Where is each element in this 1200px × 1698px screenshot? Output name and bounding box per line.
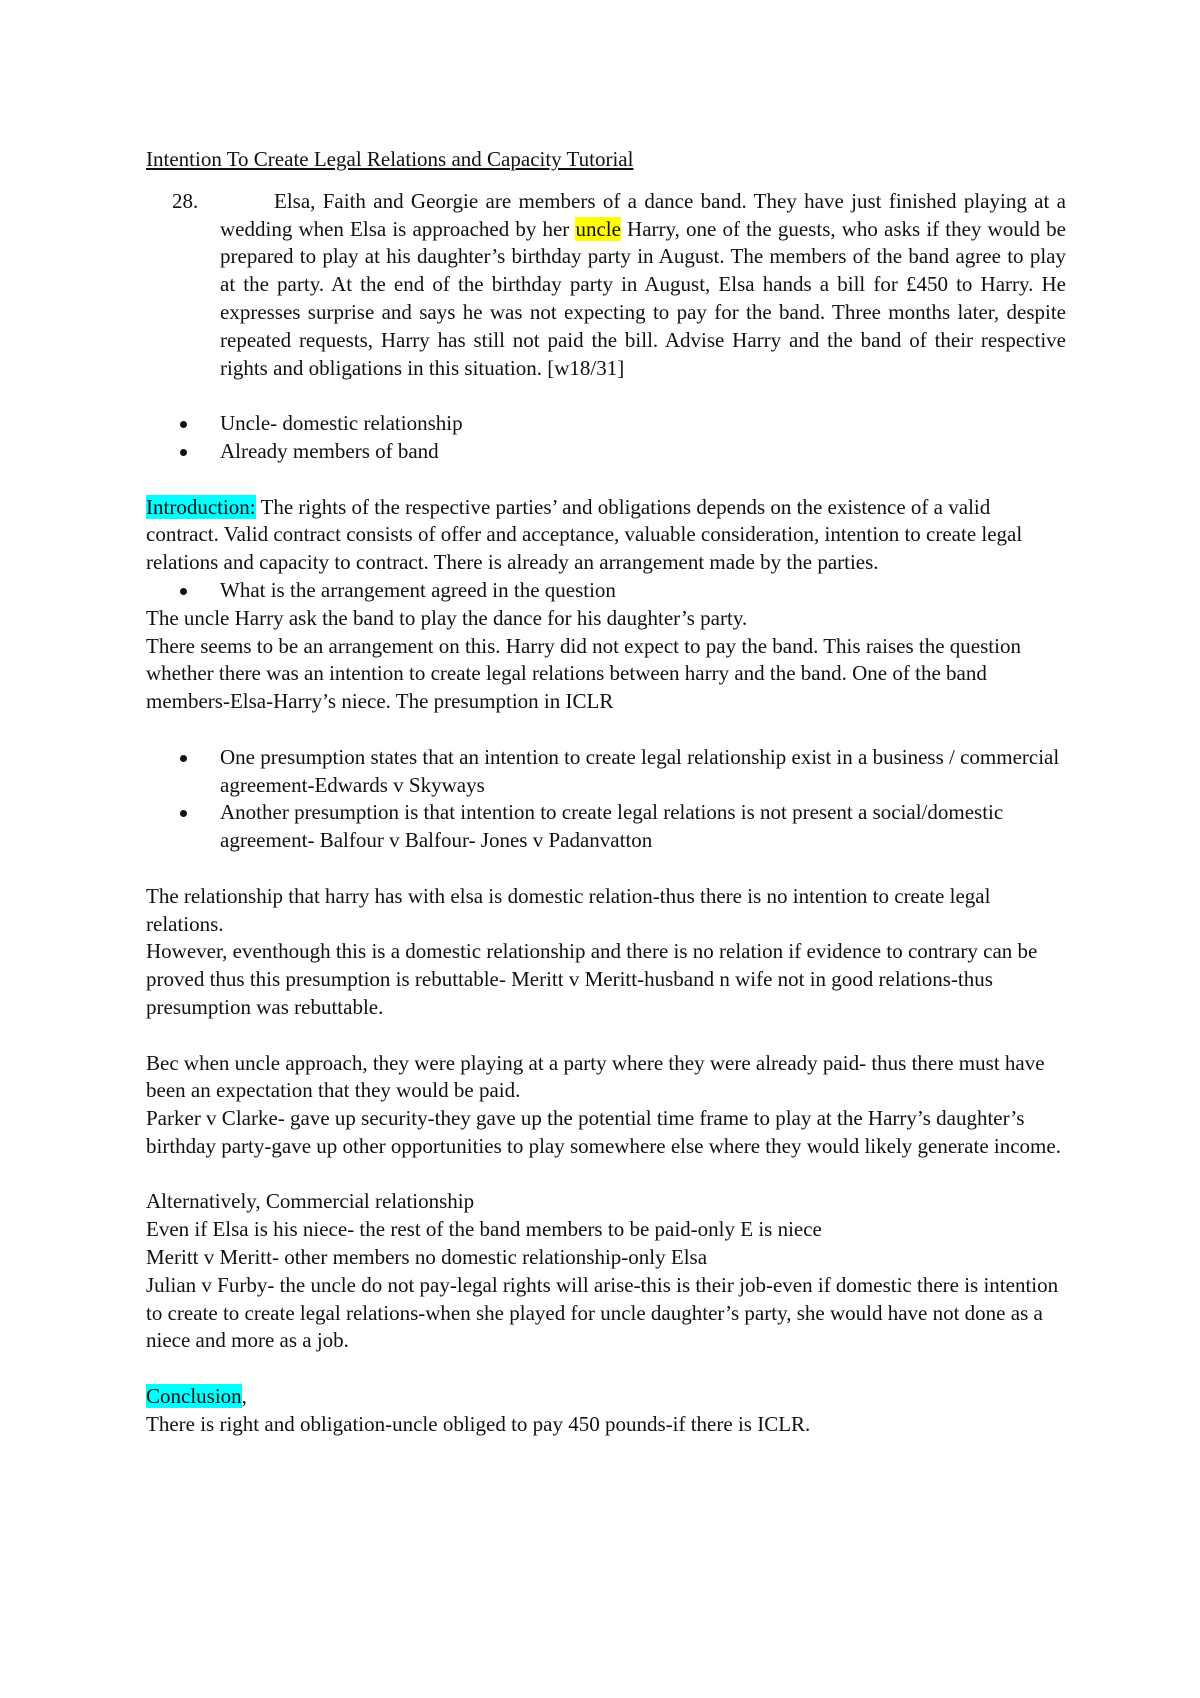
expectation-paragraph: Bec when uncle approach, they were playing at a party where they were already paid- thus there must have been an expectation that they would be paid.	[146, 1050, 1045, 1103]
question-28	[146, 188, 1066, 383]
bullet-icon	[180, 755, 187, 762]
list-item: One presumption states that an intention to create legal relationship exist in a business / commercial agreement-Edwards v Skyways	[146, 744, 1066, 800]
bullet-icon	[180, 421, 187, 428]
alternative-line: Even if Elsa is his niece- the rest of the band members to be paid-only E is niece	[146, 1217, 822, 1242]
question-text-lead: Elsa, Faith and Georgie are members of a dance band. They have just finished playing at a wedding when Elsa is approached by her	[220, 188, 1066, 241]
arrangement-line: The uncle Harry ask the band to play the dance for his daughter’s party.	[146, 605, 748, 630]
introduction-text: The rights of the respective parties’ and obligations depends on the existence of a valid contract. Valid contract consists of offer and acceptance, valuable consideration, intention to create legal relations and capacity to contract. There is already an arrangement made by the parties.	[146, 494, 1023, 575]
alternative-line: Alternatively, Commercial relationship	[146, 1189, 475, 1214]
question-text-rest: Harry, one of the guests, who asks if they would be prepared to play at his daughter’s birthday party in August. The members of the band agree to play at the party. At the end of the birthday party in August, Elsa hands a bill for £450 to Harry. He expresses surprise and says he was not expecting to pay for the band. Three months later, despite repeated requests, Harry has still not paid the bill. Advise Harry and the band of their respective rights and obligations in this situation. [w18/31]	[220, 216, 1067, 380]
list-item: Already members of band	[146, 438, 1066, 466]
list-item: What is the arrangement agreed in the question	[146, 577, 1066, 605]
document-body	[146, 146, 1066, 1439]
conclusion-heading: Conclusion,	[146, 1384, 247, 1409]
alternative-line: Julian v Furby- the uncle do not pay-legal rights will arise-this is their job-even if domestic there is intention to create to create legal relations-when she played for uncle daughter’s party, she would have not done as a niece and more as a job.	[146, 1272, 1059, 1353]
list-item: Uncle- domestic relationship	[146, 410, 1066, 438]
arrangement-list	[146, 577, 1066, 605]
question-number: 28.	[172, 188, 199, 213]
list-item: Another presumption is that intention to create legal relations is not present a social/domestic agreement- Balfour v Balfour- Jones v Padanvatton	[146, 799, 1066, 855]
relationship-paragraph: However, eventhough this is a domestic relationship and there is no relation if evidence to contrary can be proved thus this presumption is rebuttable- Meritt v Meritt-husband n wife not in good relations-thus presumption was rebuttable.	[146, 939, 1038, 1019]
bullet-icon	[180, 588, 187, 595]
presumptions-list	[146, 744, 1066, 855]
conclusion-label: Conclusion	[146, 1384, 242, 1409]
highlighted-word-uncle: uncle	[575, 216, 621, 241]
alternative-line: Meritt v Meritt- other members no domestic relationship-only Elsa	[146, 1245, 708, 1270]
relationship-paragraph: The relationship that harry has with elsa is domestic relation-thus there is no intention to create legal relations.	[146, 883, 991, 936]
bullet-icon	[180, 810, 187, 817]
expectation-paragraph: Parker v Clarke- gave up security-they gave up the potential time frame to play at the Harry’s daughter’s birthday party-gave up other opportunities to play somewhere else where they would likely generate income.	[146, 1106, 1061, 1158]
conclusion-text: There is right and obligation-uncle obliged to pay 450 pounds-if there is ICLR.	[146, 1411, 811, 1436]
document-title: Intention To Create Legal Relations and Capacity Tutorial	[146, 147, 634, 171]
bullet-icon	[180, 449, 187, 456]
arrangement-line: There seems to be an arrangement on this. Harry did not expect to pay the band. This raises the question whether there was an intention to create legal relations between harry and the band. One of the band members-Elsa-Harry’s niece. The presumption in ICLR	[146, 633, 1021, 714]
notes-list	[146, 410, 1066, 466]
introduction-paragraph	[146, 494, 1066, 577]
introduction-label: Introduction:	[146, 494, 256, 519]
